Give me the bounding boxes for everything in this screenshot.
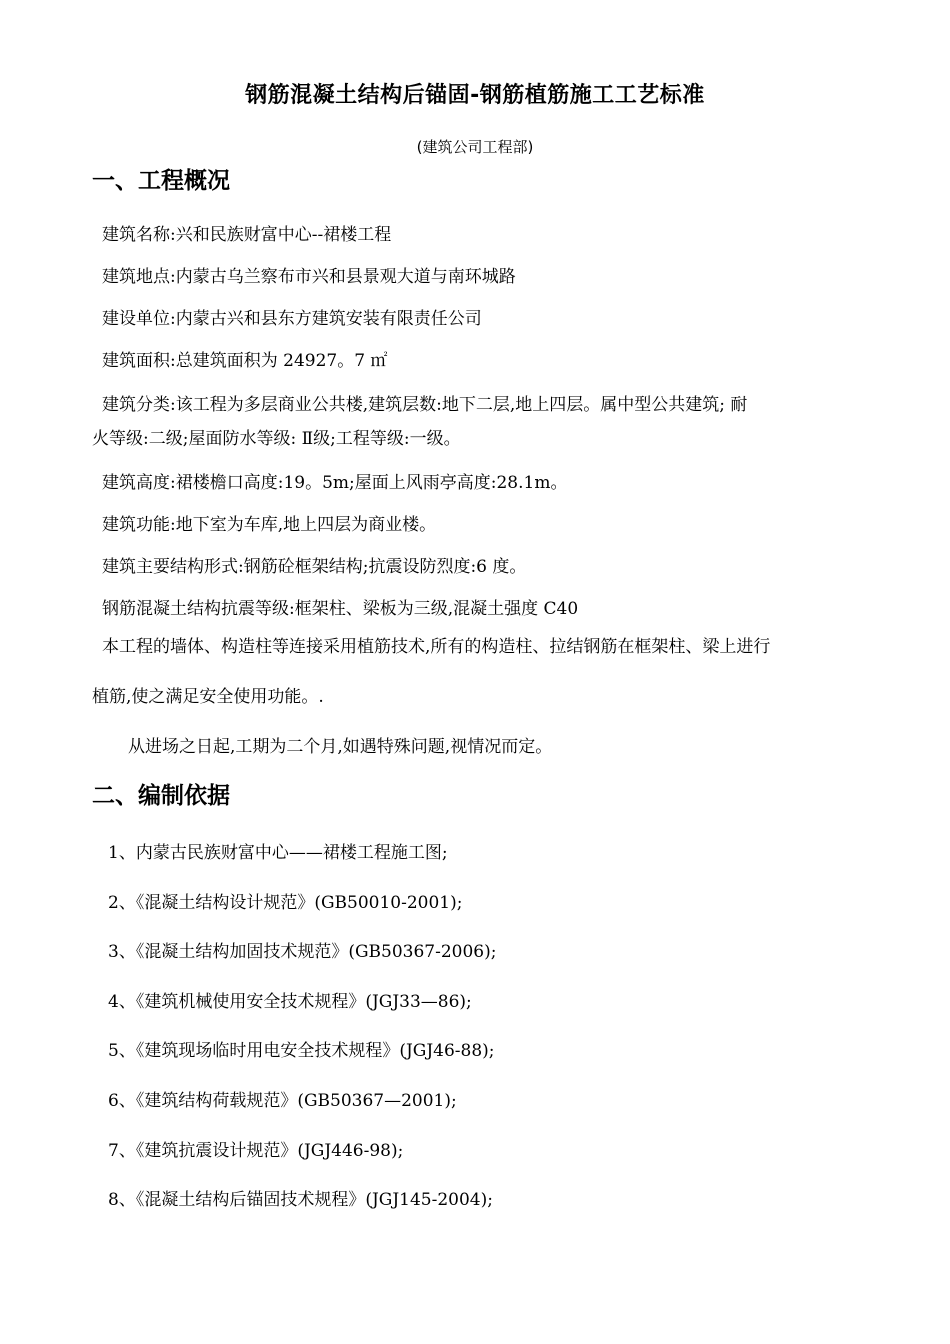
overview-line: 建筑功能:地下室为车库,地上四层为商业楼。: [102, 515, 437, 535]
document-title: 钢筋混凝土结构后锚固-钢筋植筋施工工艺标准: [245, 83, 705, 108]
basis-list-item: 4、《建筑机械使用安全技术规程》(JGJ33—86);: [108, 992, 472, 1012]
overview-line: 从进场之日起,工期为二个月,如遇特殊问题,视情况而定。: [128, 737, 553, 757]
overview-line: 建筑面积:总建筑面积为 24927。7 ㎡: [102, 351, 388, 371]
overview-line: 建筑名称:兴和民族财富中心--裙楼工程: [102, 225, 392, 245]
section-heading-basis: 二、编制依据: [92, 783, 230, 809]
document-subtitle: (建筑公司工程部): [416, 138, 534, 156]
basis-list-item: 3、《混凝土结构加固技术规范》(GB50367-2006);: [108, 942, 497, 962]
overview-line: 建筑地点:内蒙古乌兰察布市兴和县景观大道与南环城路: [102, 267, 516, 287]
basis-list-item: 1、内蒙古民族财富中心——裙楼工程施工图;: [108, 843, 448, 863]
basis-list-item: 6、《建筑结构荷载规范》(GB50367—2001);: [108, 1091, 457, 1111]
overview-line: 火等级:二级;屋面防水等级: Ⅱ级;工程等级:一级。: [92, 429, 461, 449]
basis-list-item: 7、《建筑抗震设计规范》(JGJ446-98);: [108, 1141, 404, 1161]
basis-list-item: 8、《混凝土结构后锚固技术规程》(JGJ145-2004);: [108, 1190, 493, 1210]
overview-line: 本工程的墙体、构造柱等连接采用植筋技术,所有的构造柱、拉结钢筋在框架柱、梁上进行: [102, 637, 771, 657]
overview-line: 建筑分类:该工程为多层商业公共楼,建筑层数:地下二层,地上四层。属中型公共建筑; 耐: [102, 395, 748, 415]
overview-line: 建筑主要结构形式:钢筋砼框架结构;抗震设防烈度:6 度。: [102, 557, 527, 577]
overview-line: 建筑高度:裙楼檐口高度:19。5m;屋面上风雨亭高度:28.1m。: [102, 473, 568, 493]
section-heading-overview: 一、工程概况: [92, 168, 230, 194]
basis-list-item: 2、《混凝土结构设计规范》(GB50010-2001);: [108, 893, 463, 913]
overview-line: 钢筋混凝土结构抗震等级:框架柱、梁板为三级,混凝土强度 C40: [102, 599, 579, 619]
overview-line: 建设单位:内蒙古兴和县东方建筑安装有限责任公司: [102, 309, 482, 329]
overview-line: 植筋,使之满足安全使用功能。.: [92, 687, 324, 707]
basis-list-item: 5、《建筑现场临时用电安全技术规程》(JGJ46-88);: [108, 1041, 495, 1061]
